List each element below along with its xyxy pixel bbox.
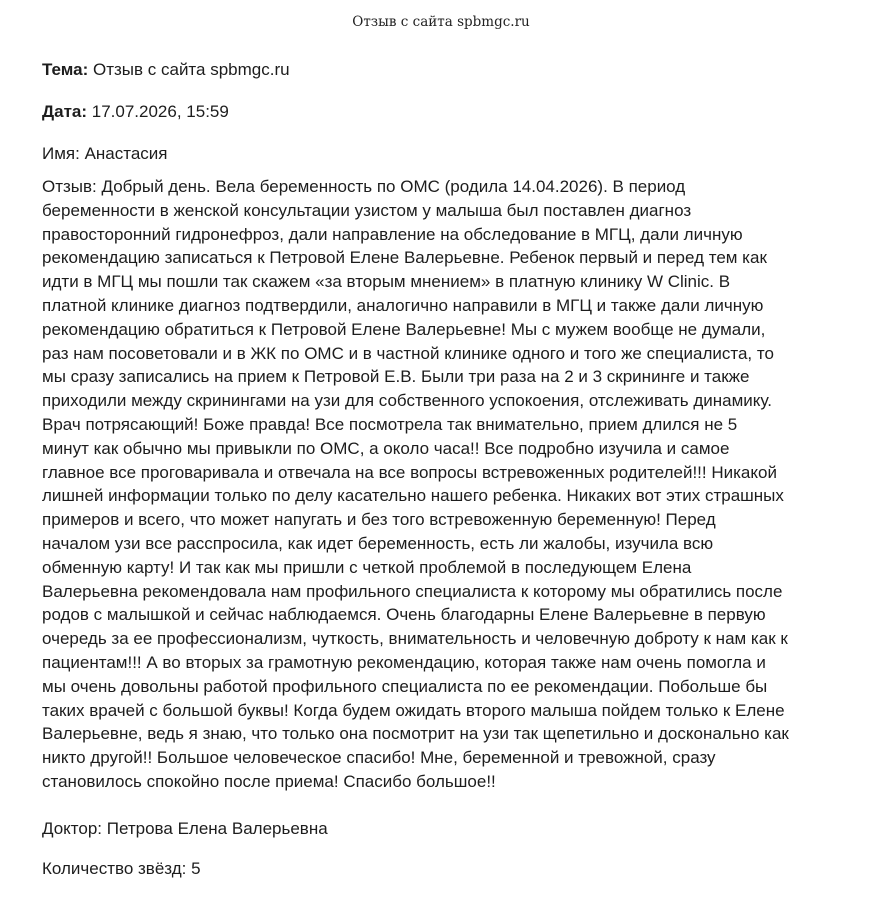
- review-line: становилось спокойно после приема! Спасибо большое!!: [42, 771, 496, 791]
- stars-field: [42, 857, 842, 880]
- review-line: Отзыв: Добрый день. Вела беременность по ОМС (родила 14.04.2026). В период: [42, 177, 686, 196]
- review-line: лишней информации только по делу касательно нашего ребенка. Никаких вот этих страшных: [42, 486, 784, 506]
- subject-value: Отзыв с сайта spbmgc.ru: [92, 60, 290, 79]
- review-line: главное все проговаривала и отвечала на все вопросы встревоженных родителей!!! Никакой: [42, 462, 777, 482]
- review-line: никто другой!! Большое человеческое спасибо! Мне, беременной и тревожной, сразу: [42, 748, 716, 768]
- review-line: очередь за ее профессионализм, чуткость, внимательность и человечную доброту к нам как к: [42, 629, 788, 649]
- review-line: обменную карту! И так как мы пришли с четкой проблемой в последующем Елена: [42, 557, 692, 577]
- review-document: [42, 58, 842, 880]
- review-text: [42, 175, 842, 794]
- review-line: родов с малышкой и сейчас наблюдаемся. Очень благодарны Елене Валерьевне в первую: [42, 605, 766, 625]
- name-value: Анастасия: [84, 144, 168, 163]
- name-label: Имя:: [42, 144, 80, 163]
- review-line: мы очень довольны работой профильного специалиста по ее рекомендации. Побольше бы: [42, 676, 768, 696]
- subject-field: [42, 58, 842, 100]
- doctor-field: [42, 817, 842, 857]
- stars-value: 5: [191, 858, 201, 878]
- review-line: беременности в женской консультации узистом у малыша был поставлен диагноз: [42, 200, 692, 220]
- review-line: приходили между скринингами на узи для собственного успокоения, отслеживать динамику.: [42, 391, 772, 411]
- subject-label: Тема:: [42, 60, 89, 79]
- review-line: рекомендацию записаться к Петровой Елене Валерьевне. Ребенок первый и перед тем как: [42, 248, 767, 268]
- doctor-value: Петрова Елена Валерьевна: [106, 818, 328, 838]
- review-line: правосторонний гидронефроз, дали направление на обследование в МГЦ, дали личную: [42, 224, 743, 244]
- review-line: началом узи все расспросила, как идет беременность, есть ли жалобы, изучила всю: [42, 533, 714, 553]
- date-value: 17.07.2026, 15:59: [91, 102, 229, 121]
- review-line: минут как обычно мы привыкли по ОМС, а около часа!! Все подробно изучила и самое: [42, 438, 730, 458]
- date-field: [42, 100, 842, 142]
- review-line: примеров и всего, что может напугать и без того встревоженную беременную! Перед: [42, 510, 716, 530]
- date-label: Дата:: [42, 102, 88, 121]
- review-line: таких врачей с большой буквы! Когда будем ожидать второго малыша пойдем только к Елене: [42, 700, 785, 720]
- name-field: [42, 142, 842, 175]
- review-line: идти в МГЦ мы пошли так скажем «за вторым мнением» в платную клинику W Clinic. В: [42, 272, 731, 292]
- page-header-title: Отзыв с сайта spbmgc.ru: [352, 14, 530, 30]
- stars-label: Количество звёзд:: [42, 858, 187, 878]
- review-line: Валерьевне, ведь я знаю, что только она посмотрит на узи так щепетильно и досконально как: [42, 724, 789, 744]
- review-line: раз нам посоветовали и в ЖК по ОМС и в частной клинике одного и того же специалиста, то: [42, 343, 774, 363]
- review-line: Валерьевна рекомендовала нам профильного специалиста к которому мы обратились после: [42, 581, 783, 601]
- review-line: пациентам!!! А во вторых за грамотную рекомендацию, которая также нам очень помогла и: [42, 652, 766, 672]
- review-label: Отзыв:: [42, 177, 97, 196]
- doctor-label: Доктор:: [42, 818, 103, 838]
- review-line: мы сразу записались на прием к Петровой Е.В. Были три раза на 2 и 3 скрининге и также: [42, 367, 750, 387]
- review-line: рекомендацию обратиться к Петровой Елене Валерьевне! Мы с мужем вообще не думали,: [42, 319, 766, 339]
- review-line: Врач потрясающий! Боже правда! Все посмотрела так внимательно, прием длился не 5: [42, 414, 738, 434]
- review-line: платной клинике диагноз подтвердили, аналогично направили в МГЦ и также дали личную: [42, 295, 764, 315]
